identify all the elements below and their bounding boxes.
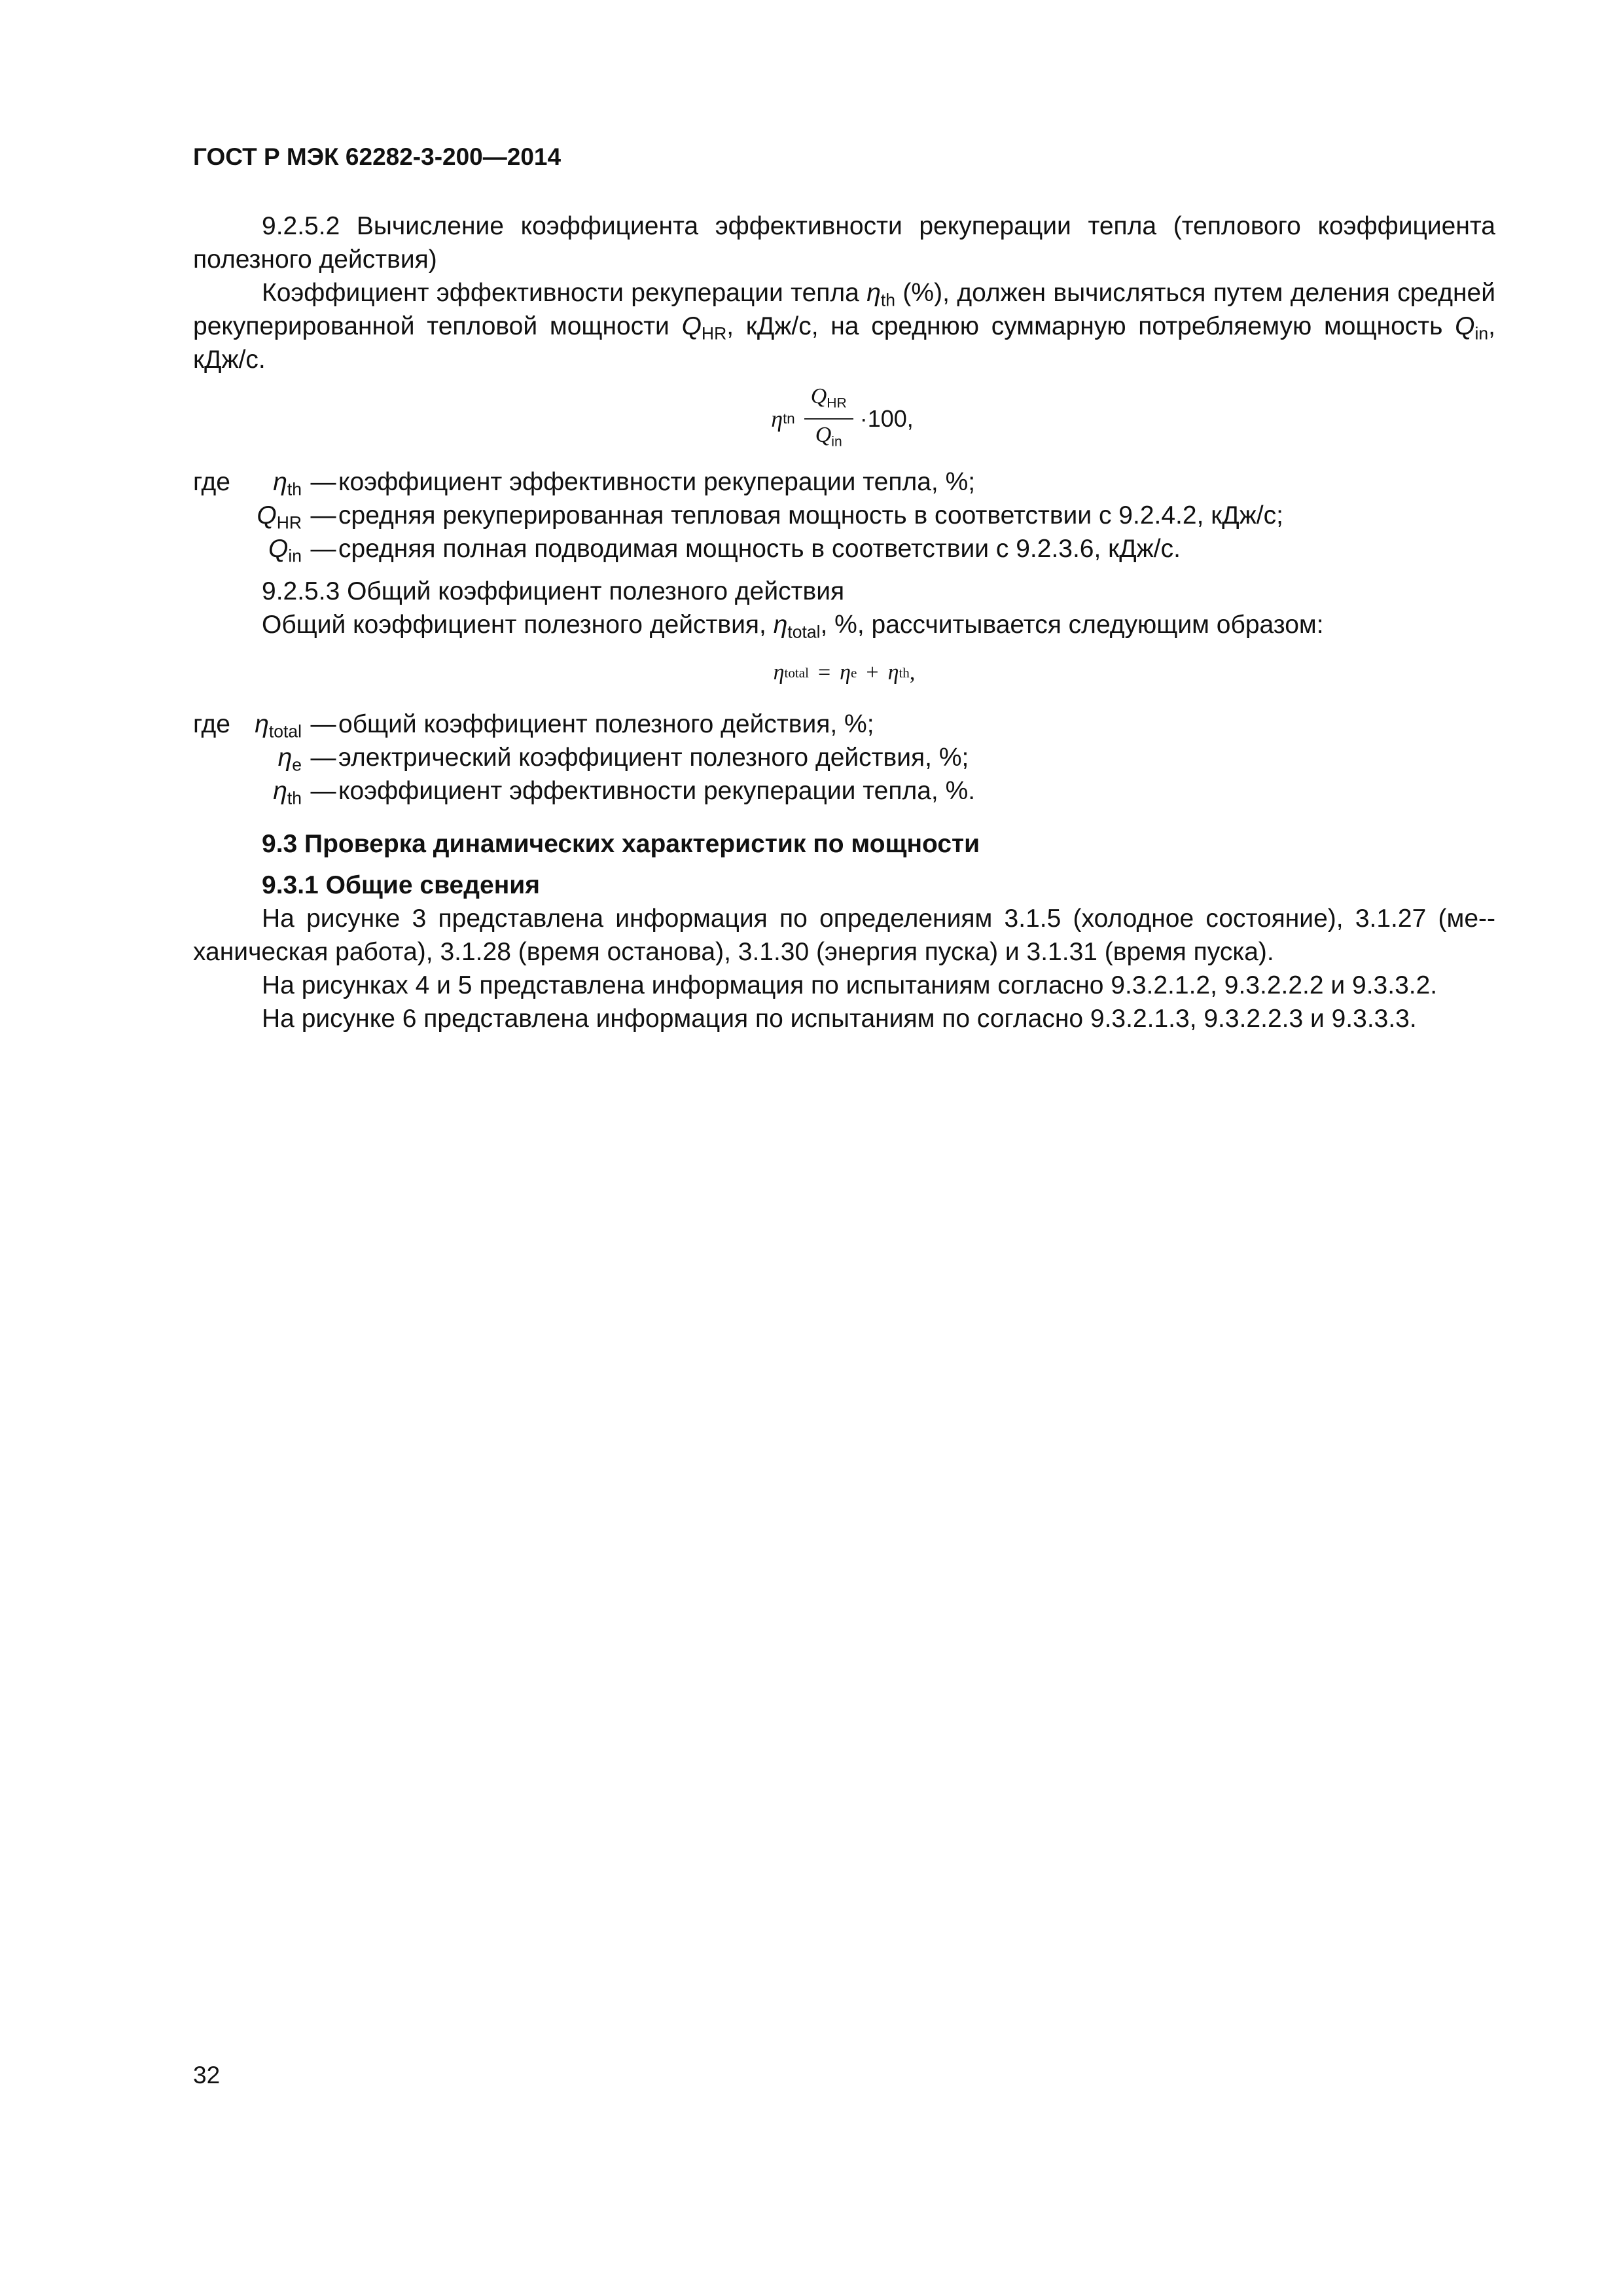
paragraph-text: (%), должен вычисляться путем деления средней рекуперированной тепловой мощности	[193, 279, 1495, 340]
q-symbol: Q	[1455, 312, 1475, 340]
section-9-3-1-paragraph: На рисунках 4 и 5 представлена информация по испытаниям согласно 9.3.2.1.2, 9.3.2.2.2 и 9.3.3.2.	[262, 971, 1438, 999]
fraction-numerator	[804, 383, 853, 420]
document-header-title: ГОСТ Р МЭК 62282-3-200—2014	[193, 143, 562, 170]
clause-9-2-5-2-paragraph	[193, 276, 1495, 376]
document-page	[193, 141, 1495, 1035]
formula-term-symbol: η	[773, 660, 785, 685]
formula-term-symbol: η	[840, 660, 851, 685]
definition-text: средняя полная подводимая мощность в соответствии с 9.2.3.6, кДж/с.	[338, 535, 1181, 563]
definition-dash: —	[310, 710, 336, 738]
clause-9-2-5-3-heading: 9.2.5.3 Общий коэффициент полезного действия	[262, 577, 845, 605]
definition-text: коэффициент эффективности рекуперации тепла, %;	[338, 468, 976, 496]
definition-symbol	[193, 741, 308, 774]
eta-symbol: η	[273, 777, 287, 805]
eta-symbol: η	[773, 611, 788, 639]
eta-subscript: e	[292, 755, 302, 775]
q-symbol: Q	[257, 501, 277, 529]
definition-dash: —	[310, 468, 336, 496]
formula-fraction	[804, 383, 853, 456]
q-symbol: Q	[268, 535, 289, 563]
eta-symbol: η	[273, 468, 287, 496]
formula-multiplier: ·100,	[859, 405, 914, 432]
eta-subscript: th	[287, 479, 302, 499]
clause-9-2-5-2-heading: 9.2.5.2 Вычисление коэффициента эффективности рекуперации тепла (теплового коэффициента полезного действия)	[193, 212, 1495, 274]
q-subscript: HR	[701, 323, 727, 344]
eta-subscript: th	[287, 788, 302, 808]
formula-term-subscript: e	[851, 664, 857, 681]
formula-plus: +	[866, 660, 879, 685]
definition-symbol	[193, 465, 308, 499]
definition-dash: —	[310, 501, 336, 529]
eta-subscript: total	[268, 721, 302, 742]
definition-symbol	[193, 499, 308, 532]
section-9-3-1-heading: 9.3.1 Общие сведения	[262, 871, 540, 899]
formula-term-subscript: total	[784, 664, 809, 681]
formula-lhs-subscript: tn	[783, 410, 795, 427]
definition-symbol	[193, 708, 308, 741]
formula-term-symbol: η	[887, 660, 899, 685]
eta-symbol: η	[277, 744, 293, 772]
formula-lhs-symbol: η	[771, 406, 783, 432]
definition-dash: —	[310, 744, 336, 772]
formula-comma: ,	[909, 660, 916, 685]
formula-term-subscript: th	[899, 664, 910, 681]
where-label: где	[193, 710, 230, 738]
eta-symbol: η	[255, 710, 269, 738]
paragraph-text: Общий коэффициент полезного действия,	[262, 611, 774, 639]
definition-text: общий коэффициент полезного действия, %;	[338, 710, 874, 738]
q-subscript: HR	[276, 512, 302, 533]
page-number: 32	[193, 2062, 221, 2089]
q-symbol: Q	[681, 312, 702, 340]
q-subscript: in	[288, 546, 302, 566]
definition-symbol	[193, 774, 308, 808]
numerator-subscript: HR	[827, 395, 847, 410]
definition-text: коэффициент эффективности рекуперации тепла, %.	[338, 777, 976, 805]
section-9-3-1-paragraph: На рисунке 3 представлена информация по определениям 3.1.5 (холодное состояние), 3.1.27 (ме-ханическая работа), 3.1.28 (время останова), 3.1.30 (энергия пуска) и 3.1.31 (время пуска).	[193, 905, 1495, 966]
denominator-symbol: Q	[815, 423, 832, 447]
definition-dash: —	[310, 777, 336, 805]
eta-subscript: total	[787, 622, 821, 642]
definitions-list-1	[193, 465, 1495, 565]
formula-total-efficiency	[193, 641, 1495, 704]
denominator-subscript: in	[831, 434, 842, 450]
eta-subscript: th	[880, 290, 896, 310]
definition-symbol	[193, 532, 308, 565]
definition-text: электрический коэффициент полезного действия, %;	[338, 744, 969, 772]
definition-text: средняя рекуперированная тепловая мощность в соответствии с 9.2.4.2, кДж/с;	[338, 501, 1283, 529]
clause-9-2-5-3-paragraph	[193, 608, 1495, 641]
definition-dash: —	[310, 535, 336, 563]
fraction-denominator	[815, 420, 842, 455]
paragraph-text: , %, рассчитывается следующим образом:	[820, 611, 1324, 639]
formula-equals: =	[817, 660, 831, 685]
q-subscript: in	[1474, 323, 1489, 344]
section-9-3-1-paragraph: На рисунке 6 представлена информация по испытаниям по согласно 9.3.2.1.3, 9.3.2.2.3 и 9.3.3.3.	[262, 1005, 1417, 1033]
section-9-3-heading: 9.3 Проверка динамических характеристик по мощности	[262, 830, 980, 858]
formula-heat-recovery-efficiency	[193, 376, 1495, 461]
paragraph-text: Коэффициент эффективности рекуперации тепла	[262, 279, 867, 307]
eta-symbol: η	[866, 279, 881, 307]
definitions-list-2	[193, 708, 1495, 808]
where-label: где	[193, 468, 230, 496]
paragraph-text: , кДж/с.	[193, 312, 1495, 374]
numerator-symbol: Q	[810, 384, 827, 408]
paragraph-text: , кДж/с, на среднюю суммарную потребляемую мощность	[726, 312, 1455, 340]
